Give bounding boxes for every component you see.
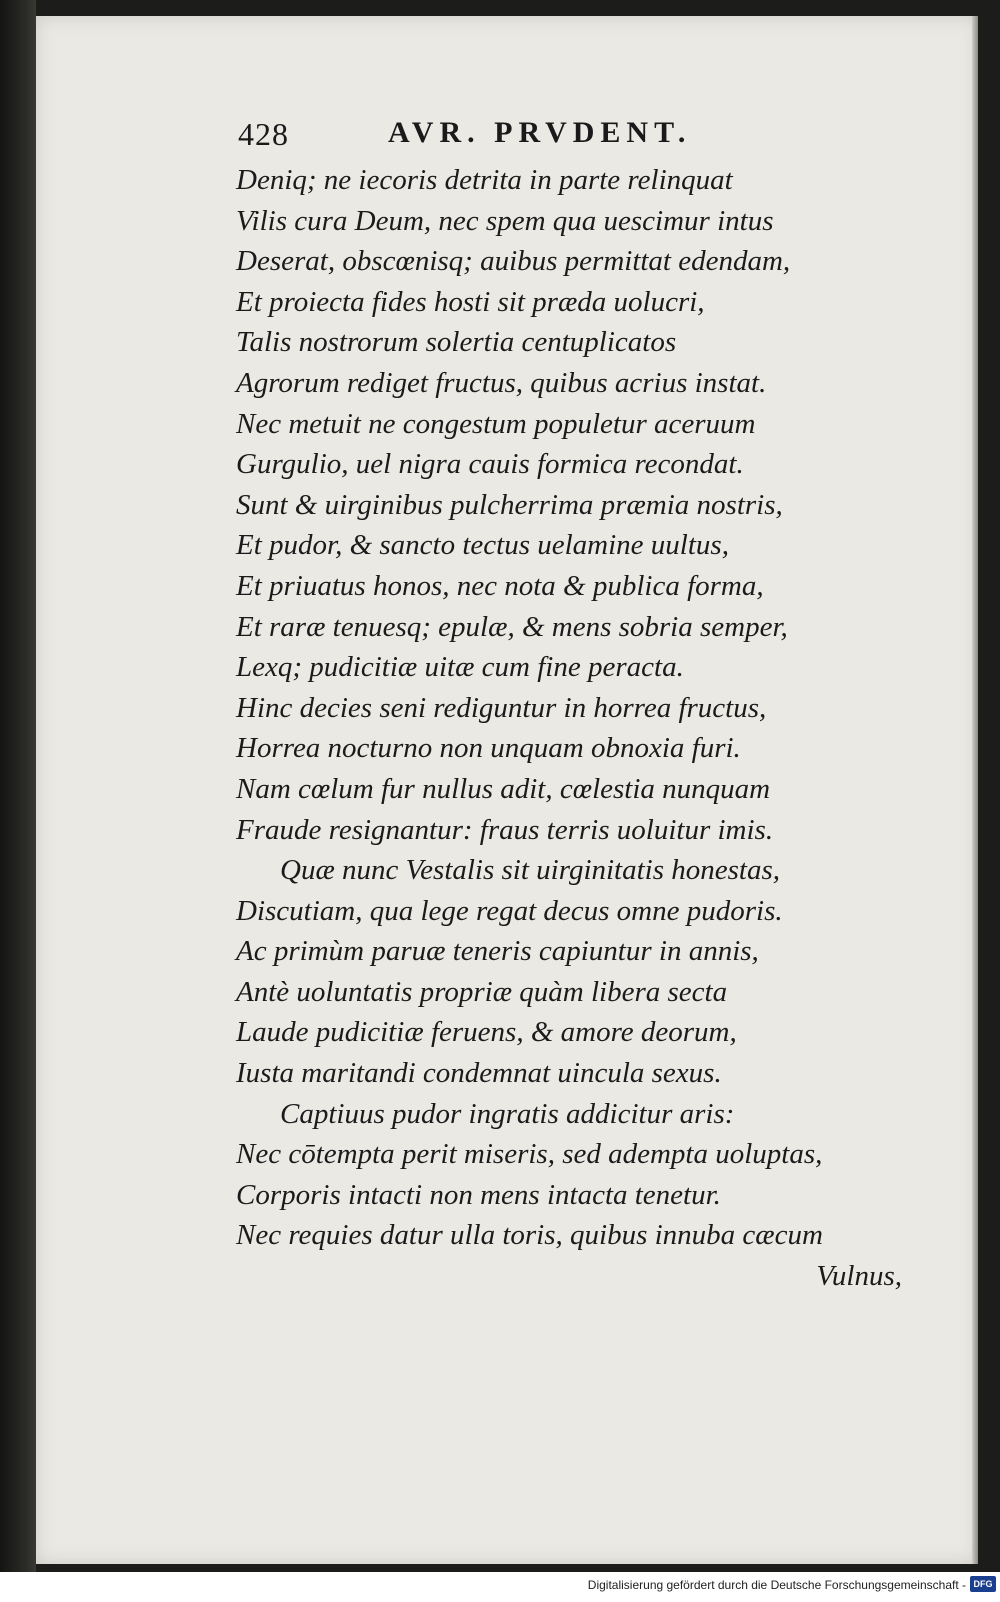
verse-line: Iusta maritandi condemnat uincula sexus. xyxy=(236,1057,722,1090)
page-edge xyxy=(972,16,978,1564)
verse-line: Et raræ tenuesq; epulæ, & mens sobria semper, xyxy=(236,610,788,643)
verse-line: Quæ nunc Vestalis sit uirginitatis honestas, xyxy=(280,854,781,887)
verse-line: Talis nostrorum solertia centuplicatos xyxy=(236,326,677,359)
verse-line: Nam cœlum fur nullus adit, cœlestia nunquam xyxy=(236,772,771,805)
page-header xyxy=(238,110,798,160)
running-head: AVR. PRVDENT. xyxy=(388,116,692,149)
book-gutter xyxy=(0,0,36,1572)
verse-line: Deniq; ne iecoris detrita in parte relinquat xyxy=(236,164,733,196)
verse-line: Lexq; pudicitiæ uitæ cum fine peracta. xyxy=(236,651,684,684)
verse-line: Nec cōtempta perit miseris, sed adempta uoluptas, xyxy=(236,1138,823,1171)
verse-text xyxy=(236,160,916,1297)
verse-line: Gurgulio, uel nigra cauis formica recondat. xyxy=(236,448,744,481)
verse-line: Corporis intacti non mens intacta tenetur. xyxy=(236,1178,721,1211)
verse-line: Antè uoluntatis propriæ quàm libera secta xyxy=(236,975,728,1008)
verse-line: Captiuus pudor ingratis addicitur aris: xyxy=(280,1097,735,1130)
funding-credit: Digitalisierung gefördert durch die Deutsche Forschungsgemeinschaft - xyxy=(587,1578,966,1592)
verse-line: Agrorum rediget fructus, quibus acrius instat. xyxy=(236,366,767,399)
verse-line: Vilis cura Deum, nec spem qua uescimur intus xyxy=(236,204,774,237)
dfg-logo: DFG xyxy=(970,1576,996,1592)
verse-line: Nec requies datur ulla toris, quibus innuba cæcum xyxy=(236,1219,823,1252)
page-number: 428 xyxy=(238,116,289,152)
verse-line: Hinc decies seni rediguntur in horrea fructus, xyxy=(236,691,767,724)
verse-line: Fraude resignantur: fraus terris uoluitur imis. xyxy=(236,813,774,846)
footer-bar xyxy=(0,1572,1000,1602)
verse-line: Et pudor, & sancto tectus uelamine uultus, xyxy=(236,529,729,562)
verse-line: Nec metuit ne congestum populetur aceruum xyxy=(236,407,756,440)
verse-line: Deserat, obscœnisq; auibus permittat edendam, xyxy=(236,245,791,278)
catchword: Vulnus, xyxy=(816,1260,902,1293)
verse-line: Et proiecta fides hosti sit præda uolucri, xyxy=(236,285,705,318)
verse-line: Laude pudicitiæ feruens, & amore deorum, xyxy=(236,1016,737,1049)
verse-line: Sunt & uirginibus pulcherrima præmia nostris, xyxy=(236,488,783,521)
verse-line: Horrea nocturno non unquam obnoxia furi. xyxy=(236,732,741,765)
verse-line: Et priuatus honos, nec nota & publica forma, xyxy=(236,569,764,602)
verse-line: Discutiam, qua lege regat decus omne pudoris. xyxy=(236,894,783,927)
verse-line: Ac primùm paruæ teneris capiuntur in annis, xyxy=(236,935,759,968)
